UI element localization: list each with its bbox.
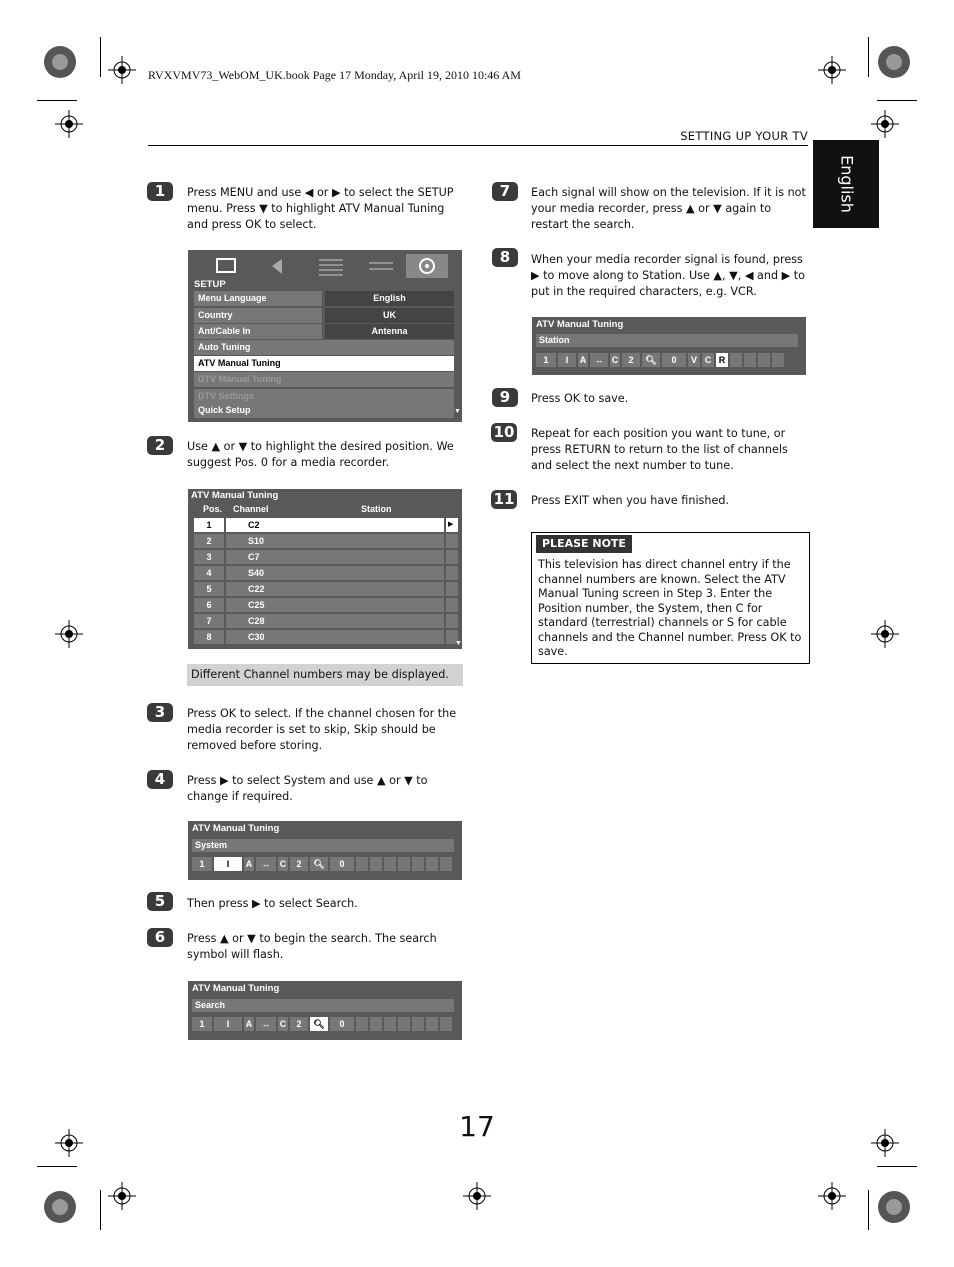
field-bar: System <box>192 839 454 852</box>
crosshair-icon <box>108 1182 136 1210</box>
crosshair-icon <box>871 620 899 648</box>
step-number: 1 <box>147 182 173 201</box>
page-number: 17 <box>459 1110 495 1143</box>
header-rule <box>148 145 808 146</box>
setup-menu-screen <box>188 250 462 422</box>
crosshair-icon <box>108 56 136 84</box>
please-note-text: This television has direct channel entry if the channel numbers are known. Select the ATV Manual Tuning screen in Step 3. Enter the Position number, the System, then C for standard (terrestrial) channels or S for cable channels and the Channel number. Press OK to save. <box>538 558 802 658</box>
channel-row[interactable]: 5 C22 <box>194 582 458 596</box>
step-number: 10 <box>491 423 517 442</box>
please-note-box <box>531 532 810 664</box>
step-number: 6 <box>147 928 173 947</box>
system-cell[interactable]: I <box>214 857 242 871</box>
field-bar: Search <box>192 999 454 1012</box>
channel-note: Different Channel numbers may be displayed. <box>187 664 463 686</box>
step-number: 7 <box>492 182 518 201</box>
channel-row[interactable]: 7 C28 <box>194 614 458 628</box>
step-number: 11 <box>491 490 517 509</box>
screen-title: ATV Manual Tuning <box>192 823 280 834</box>
step-number: 4 <box>147 770 173 789</box>
search-screen <box>188 981 462 1040</box>
screen-title: ATV Manual Tuning <box>536 319 624 330</box>
crop-mark <box>877 1166 917 1167</box>
menu-row[interactable]: Menu Language English <box>194 291 454 306</box>
station-char-cell[interactable]: R <box>716 353 728 367</box>
step-number: 3 <box>147 703 173 722</box>
crosshair-icon <box>818 56 846 84</box>
step-2-text: Use ▲ or ▼ to highlight the desired position. We suggest Pos. 0 for a media recorder. <box>187 440 454 469</box>
please-note-heading: PLEASE NOTE <box>536 535 632 553</box>
crosshair-icon <box>55 620 83 648</box>
menu-row[interactable]: Quick Setup <box>194 403 454 418</box>
crop-mark <box>868 37 869 77</box>
crop-mark <box>868 1190 869 1230</box>
swap-arrow-icon: ↔ <box>256 857 276 871</box>
swap-arrow-icon: ↔ <box>256 1017 276 1031</box>
menu-icon-bar <box>194 254 454 278</box>
crop-mark <box>100 1190 101 1230</box>
channel-row[interactable]: 3 C7 <box>194 550 458 564</box>
step-8-text: When your media recorder signal is found, press ▶ to move along to Station. Use ▲, ▼, ◀ and ▶ to put in the required characters, e.g. VCR. <box>531 253 806 298</box>
field-bar: Station <box>536 334 798 347</box>
file-info-line: RVXVMV73_WebOM_UK.book Page 17 Monday, April 19, 2010 10:46 AM <box>148 68 521 82</box>
crop-mark <box>37 100 77 101</box>
menu-row[interactable]: Auto Tuning <box>194 340 454 355</box>
menu-row-selected[interactable]: ATV Manual Tuning <box>194 356 454 371</box>
step-11-text: Press EXIT when you have finished. <box>531 494 730 507</box>
picture-icon <box>210 254 250 278</box>
step-number: 2 <box>147 436 173 455</box>
registration-target-icon <box>40 42 80 82</box>
language-tab <box>813 140 879 228</box>
features-icon <box>316 254 356 278</box>
crop-mark <box>100 37 101 77</box>
crosshair-icon <box>871 110 899 138</box>
arrow-right-icon: ▶ <box>448 521 454 528</box>
crosshair-icon <box>463 1182 491 1210</box>
screen-title: ATV Manual Tuning <box>192 983 280 994</box>
registration-target-icon <box>40 1187 80 1227</box>
setup-gear-icon <box>406 254 448 278</box>
step-7-text: Each signal will show on the television. If it is not your media recorder, press ▲ or ▼ again to restart the search. <box>531 186 806 231</box>
channel-row[interactable]: 2 S10 <box>194 534 458 548</box>
channel-row-selected[interactable]: 1 C2 <box>194 518 458 532</box>
search-icon[interactable]: 🔍︎ <box>310 1017 328 1031</box>
crosshair-icon <box>818 1182 846 1210</box>
menu-row-disabled: DTV Settings <box>194 389 454 404</box>
swap-arrow-icon: ↔ <box>590 353 608 367</box>
tuning-cells: 1 I A ↔ C 2 🔍︎ 0 <box>192 857 452 871</box>
preferences-icon <box>366 254 406 278</box>
channel-row[interactable]: 8 C30 <box>194 630 458 644</box>
step-number: 8 <box>492 248 518 267</box>
menu-row-disabled: DTV Manual Tuning <box>194 372 454 387</box>
registration-target-icon <box>874 42 914 82</box>
section-title: SETTING UP YOUR TV <box>680 129 808 143</box>
channel-row[interactable]: 4 S40 <box>194 566 458 580</box>
step-5-text: Then press ▶ to select Search. <box>187 897 358 910</box>
search-icon: 🔍︎ <box>642 353 660 367</box>
step-10-text: Repeat for each position you want to tune, or press RETURN to return to the list of channels and select the next number to tune. <box>531 427 788 472</box>
col-pos: Pos. <box>203 504 223 514</box>
screen-title: ATV Manual Tuning <box>191 490 279 501</box>
channel-list-screen <box>188 489 462 649</box>
step-number: 9 <box>492 388 518 407</box>
menu-row[interactable]: Ant/Cable In Antenna <box>194 324 454 339</box>
scroll-down-icon: ▼ <box>455 640 462 647</box>
sound-icon <box>264 254 304 278</box>
system-screen <box>188 821 462 880</box>
step-6-text: Press ▲ or ▼ to begin the search. The search symbol will flash. <box>187 932 437 961</box>
station-screen <box>532 317 806 375</box>
menu-title: SETUP <box>194 279 226 290</box>
crop-mark <box>877 100 917 101</box>
step-3-text: Press OK to select. If the channel chosen for the media recorder is set to skip, Skip should be removed before storing. <box>187 707 457 752</box>
scroll-down-icon: ▼ <box>454 408 461 415</box>
step-4-text: Press ▶ to select System and use ▲ or ▼ to change if required. <box>187 774 428 803</box>
tuning-cells: 1 I A ↔ C 2 🔍︎ 0 V C R <box>536 353 784 367</box>
col-station: Station <box>361 504 392 514</box>
crosshair-icon <box>55 110 83 138</box>
step-number: 5 <box>147 892 173 911</box>
search-icon: 🔍︎ <box>310 857 328 871</box>
crop-mark <box>37 1166 77 1167</box>
tuning-cells: 1 I A ↔ C 2 🔍︎ 0 <box>192 1017 452 1031</box>
registration-target-icon <box>874 1187 914 1227</box>
step-1-text: Press MENU and use ◀ or ▶ to select the SETUP menu. Press ▼ to highlight ATV Manual Tuning and press OK to select. <box>187 186 454 231</box>
channel-row[interactable]: 6 C25 <box>194 598 458 612</box>
language-label: English <box>837 155 857 213</box>
step-9-text: Press OK to save. <box>531 392 629 405</box>
col-channel: Channel <box>233 504 269 514</box>
menu-row[interactable]: Country UK <box>194 308 454 323</box>
